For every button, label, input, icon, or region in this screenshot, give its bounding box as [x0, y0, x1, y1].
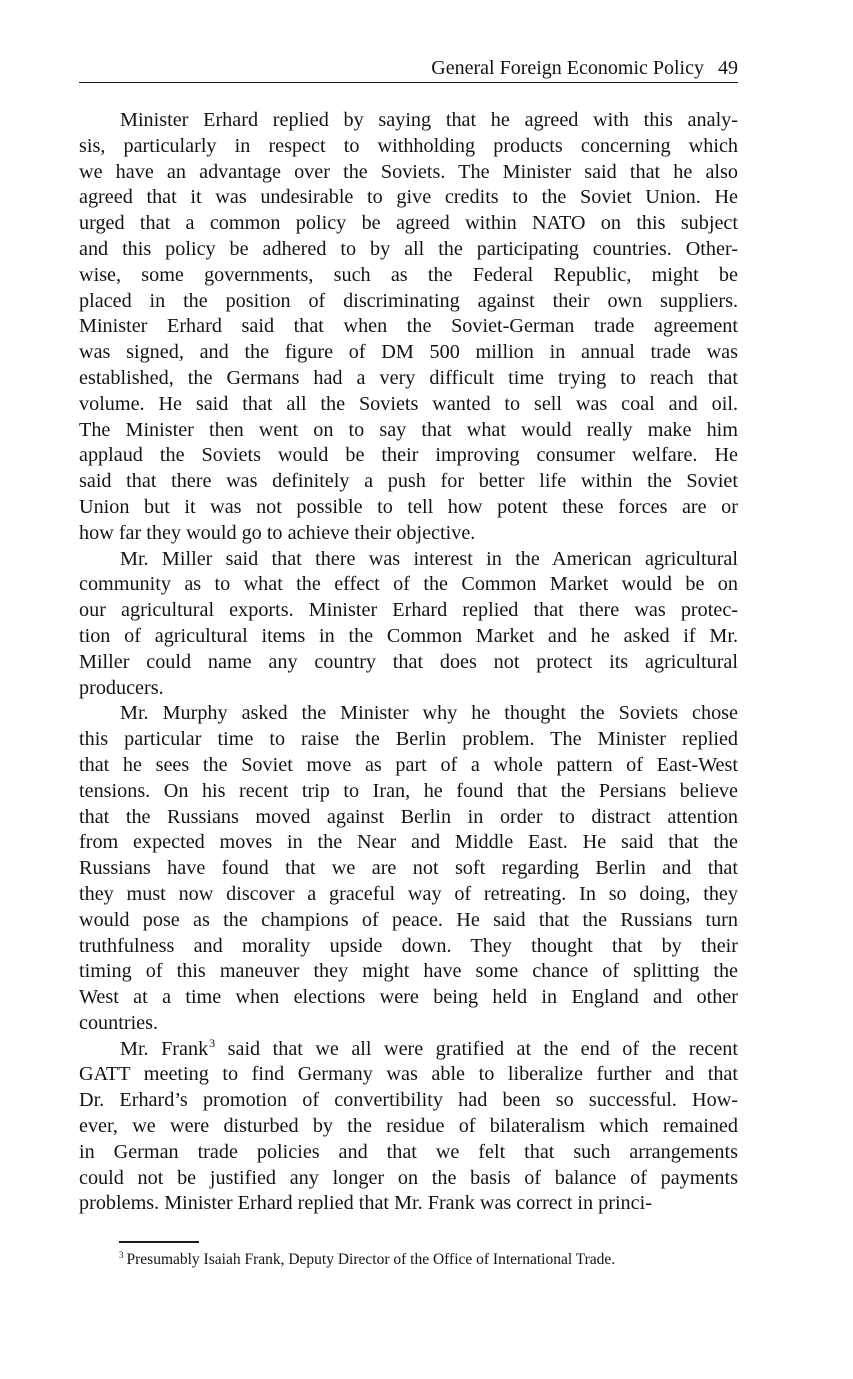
text-line: truthfulness and morality upside down. They thought that by their [79, 934, 738, 957]
text-line: countries. [79, 1011, 159, 1034]
text-line-segment: said that we all were gratified at the end of the recent [215, 1037, 738, 1060]
text-line [79, 1037, 738, 1063]
paragraph-4 [79, 1037, 738, 1218]
running-header-title: General Foreign Economic Policy [431, 57, 704, 79]
text-line: urged that a common policy be agreed within NATO on this subject [79, 212, 738, 235]
text-line: Dr. Erhard’s promotion of convertibility had been so successful. How- [79, 1089, 738, 1112]
paragraph-1 [79, 108, 738, 547]
text-line: timing of this maneuver they might have some chance of splitting the [79, 960, 738, 983]
footnote-divider [119, 1241, 199, 1243]
running-header [79, 56, 738, 83]
text-line: that the Russians moved against Berlin in order to distract attention [79, 805, 738, 828]
page-number: 49 [718, 57, 738, 79]
text-line: our agricultural exports. Minister Erhard replied that there was protec- [79, 599, 738, 622]
footnote-text: Presumably Isaiah Frank, Deputy Director of the Office of International Trade. [126, 1251, 616, 1268]
text-line: tensions. On his recent trip to Iran, he found that the Persians believe [79, 779, 738, 802]
text-line: Minister Erhard said that when the Soviet-German trade agreement [79, 315, 738, 338]
text-line: sis, particularly in respect to withholding products concerning which [79, 134, 738, 157]
text-line: Miller could name any country that does not protect its agricultural [79, 650, 738, 673]
text-line: volume. He said that all the Soviets wanted to sell was coal and oil. [79, 392, 738, 415]
text-line: would pose as the champions of peace. He said that the Russians turn [79, 908, 738, 931]
paragraph-3 [79, 701, 738, 1036]
text-line: applaud the Soviets would be their improving consumer welfare. He [79, 444, 738, 467]
text-line: problems. Minister Erhard replied that Mr. Frank was correct in princi- [79, 1192, 652, 1215]
text-line: and this policy be adhered to by all the participating countries. Other- [79, 237, 738, 260]
text-line: Russians have found that we are not soft regarding Berlin and that [79, 857, 738, 880]
footnote-reference: 3 [209, 1035, 216, 1050]
text-line: placed in the position of discriminating against their own suppliers. [79, 289, 738, 312]
text-line: Union but it was not possible to tell how potent these forces are or [79, 495, 738, 518]
text-line: Mr. Murphy asked the Minister why he thought the Soviets chose [120, 702, 738, 725]
text-line: tion of agricultural items in the Common Market and he asked if Mr. [79, 624, 738, 647]
text-line: community as to what the effect of the Common Market would be on [79, 573, 738, 596]
text-line: West at a time when elections were being held in England and other [79, 986, 738, 1009]
text-line: we have an advantage over the Soviets. The Minister said that he also [79, 160, 738, 183]
text-line: producers. [79, 676, 164, 699]
text-line: this particular time to raise the Berlin problem. The Minister replied [79, 728, 738, 751]
paragraph-2 [79, 547, 738, 702]
text-line: Mr. Miller said that there was interest in the American agricultural [120, 547, 738, 570]
text-line: in German trade policies and that we felt that such arrangements [79, 1140, 738, 1163]
main-text [79, 108, 738, 1217]
text-line: wise, some governments, such as the Federal Republic, might be [79, 263, 738, 286]
text-line: agreed that it was undesirable to give credits to the Soviet Union. He [79, 186, 738, 209]
text-line: that he sees the Soviet move as part of a whole pattern of East-West [79, 753, 738, 776]
text-line-segment: Mr. Frank [120, 1037, 209, 1060]
text-line: The Minister then went on to say that what would really make him [79, 418, 738, 441]
text-line: GATT meeting to find Germany was able to liberalize further and that [79, 1063, 738, 1086]
text-line: how far they would go to achieve their objective. [79, 521, 476, 544]
text-line: was signed, and the figure of DM 500 million in annual trade was [79, 341, 738, 364]
text-line: ever, we were disturbed by the residue of bilateralism which remained [79, 1115, 738, 1138]
text-line: established, the Germans had a very difficult time trying to reach that [79, 366, 738, 389]
text-line: said that there was definitely a push for better life within the Soviet [79, 470, 738, 493]
footnote [119, 1250, 615, 1270]
text-line: they must now discover a graceful way of retreating. In so doing, they [79, 882, 738, 905]
text-line: could not be justified any longer on the basis of balance of payments [79, 1166, 738, 1189]
text-line: from expected moves in the Near and Middle East. He said that the [79, 831, 738, 854]
text-line: Minister Erhard replied by saying that he agreed with this analy- [120, 109, 738, 131]
running-header-text [431, 56, 738, 80]
footnote-marker: 3 [119, 1250, 124, 1260]
